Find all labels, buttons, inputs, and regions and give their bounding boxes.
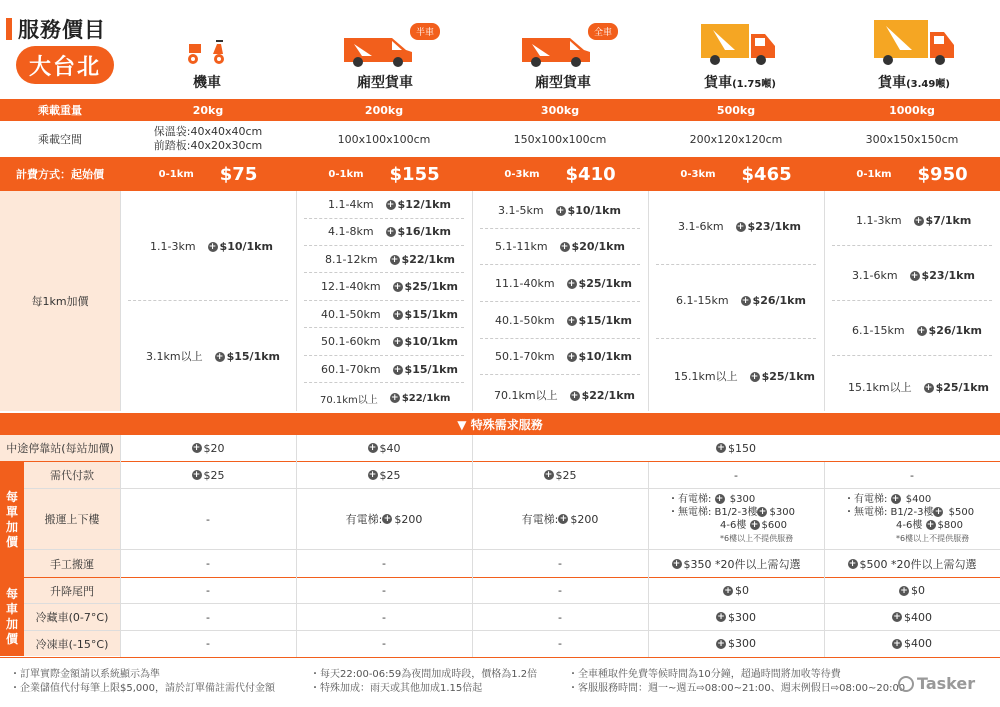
space-truck-349: 300x150x150cm: [865, 132, 959, 146]
footer-notes-3: ・全車種取件免費等候時間為10分鐘，超過時間將加收等待費 ・客服服務時間：週一~週五⇨08:00~21:00、週末例假日⇨08:00~20:00: [568, 669, 906, 694]
tasker-logo-icon: [898, 676, 914, 692]
tier-truck-175: 3.1-6km + $23/1km: [678, 220, 801, 233]
cod-truck-175: -: [734, 468, 738, 482]
footer-notes-1: ・訂單實際金額請以系統顯示為準 ・企業儲值代付每筆上限$5,000，請於訂單備註需代付金額: [10, 669, 275, 694]
space-scooter: [120, 121, 296, 157]
brand-logo: Tasker: [898, 674, 975, 693]
van-icon: [340, 30, 416, 71]
tier-truck-175: 6.1-15km + $26/1km: [676, 294, 806, 307]
title-accent-bar: [6, 18, 12, 40]
tier-van-full: 5.1-11km + $20/1km: [495, 240, 625, 253]
lift-truck-175: + $0: [724, 584, 749, 597]
load-van-full: 300kg: [540, 103, 580, 117]
vehicle-name-truck-349: 貨車(3.49噸): [878, 75, 950, 91]
hand-truck-175: + $350 *20件以上需勾選: [672, 557, 801, 571]
tier-van-half: 12.1-40km + $25/1km: [321, 280, 458, 293]
special-services-banner: ▼ 特殊需求服務: [0, 413, 1000, 435]
cod-van-full: + $25: [544, 468, 577, 482]
carry-label: 搬運上下樓: [44, 513, 100, 526]
frozen-truck-175: + $300: [717, 637, 756, 650]
carry-van-full: 有電梯: + $200: [521, 512, 599, 526]
carry-truck-175: ・有電梯: + $300 ・無電梯: B1/2-3樓+ $300 4-6樓 + $600 *6樓以上不提供服務: [668, 494, 795, 543]
start-price-van-full: 0-3km $410: [504, 163, 616, 185]
tier-truck-349: 1.1-3km + $7/1km: [856, 214, 972, 227]
cold-scooter: -: [206, 610, 210, 624]
vehicle-name-truck-175: 貨車(1.75噸): [704, 75, 776, 91]
tier-truck-349: 6.1-15km + $26/1km: [852, 324, 982, 337]
load-scooter: 20kg: [192, 103, 224, 117]
frozen-van-full: -: [558, 637, 562, 650]
tier-van-half: 1.1-4km + $12/1km: [328, 198, 451, 211]
tier-truck-349: 15.1km以上 + $25/1km: [848, 380, 989, 394]
footer-notes-2: ・每天22:00-06:59為夜間加成時段，價格為1.2倍 ・特殊加成：雨天或其他加成1.15倍起: [310, 669, 538, 694]
pricing-label: 計費方式：起始價: [16, 168, 104, 181]
vehicle-name-van-half: 廂型貨車: [357, 75, 413, 91]
load-truck-349: 1000kg: [889, 103, 935, 117]
hand-van-half: -: [382, 557, 386, 570]
stopover-others: + $150: [717, 441, 756, 455]
page-title: 服務價目: [18, 18, 106, 42]
space-scooter-footrest: 前踏板:40x20x30cm: [153, 139, 263, 152]
lift-truck-349: + $0: [900, 584, 925, 597]
cold-truck-349: + $400: [893, 610, 932, 624]
hand-scooter: -: [206, 557, 210, 570]
start-price-van-half: 0-1km $155: [328, 163, 440, 185]
load-truck-175: 500kg: [716, 103, 756, 117]
cod-scooter: + $25: [192, 468, 225, 482]
cold-van-half: -: [382, 610, 386, 624]
stopover-scooter: + $20: [192, 441, 225, 455]
truck-icon: [872, 18, 958, 71]
frozen-truck-349: + $400: [893, 637, 932, 650]
carry-van-half: 有電梯: + $200: [345, 512, 423, 526]
tier-van-half: 8.1-12km + $22/1km: [325, 253, 455, 266]
tier-van-half: 60.1-70km + $15/1km: [321, 363, 458, 376]
hand-label: 手工搬運: [50, 557, 94, 571]
tier-truck-349: 3.1-6km + $23/1km: [852, 269, 975, 282]
lift-van-half: -: [382, 584, 386, 597]
per-order-side-label: 每單加價: [0, 462, 24, 578]
scooter-icon: [183, 36, 229, 69]
truck-icon: [697, 22, 779, 71]
hand-van-full: -: [558, 557, 562, 570]
space-truck-175: 200x120x120cm: [689, 132, 783, 146]
lift-label: 升降尾門: [50, 584, 94, 598]
city-badge: 大台北: [16, 46, 114, 84]
cod-label: 需代付款: [50, 469, 94, 482]
vehicle-name-scooter: 機車: [193, 75, 221, 91]
per-car-side-label: 每車加價: [0, 578, 24, 656]
tier-van-full: 40.1-50km + $15/1km: [495, 314, 632, 327]
space-scooter-bag: 保溫袋:40x40x40cm: [153, 125, 263, 138]
space-van-half: 100x100x100cm: [337, 132, 431, 146]
load-van-half: 200kg: [364, 103, 404, 117]
tier-van-half: 70.1km以上 + $22/1km: [320, 393, 451, 406]
tier-van-half: 4.1-8km + $16/1km: [328, 225, 451, 238]
start-price-truck-175: 0-3km $465: [680, 163, 792, 185]
tier-truck-175: 15.1km以上 + $25/1km: [674, 369, 815, 383]
lift-scooter: -: [206, 584, 210, 597]
tier-van-full: 70.1km以上 + $22/1km: [494, 388, 635, 402]
tier-van-full: 50.1-70km + $10/1km: [495, 350, 632, 363]
cold-truck-175: + $300: [717, 610, 756, 624]
tier-scooter: 3.1km以上 + $15/1km: [146, 349, 281, 363]
vehicle-tag-half: 半車: [410, 23, 440, 40]
cold-label: 冷藏車(0-7°C): [35, 611, 109, 624]
start-price-truck-349: 0-1km $950: [856, 163, 968, 185]
cod-truck-349: -: [910, 468, 914, 482]
cold-van-full: -: [558, 610, 562, 624]
tier-van-full: 11.1-40km + $25/1km: [495, 277, 632, 290]
cod-van-half: + $25: [368, 468, 401, 482]
tier-van-half: 40.1-50km + $15/1km: [321, 308, 458, 321]
carry-truck-349: ・有電梯: + $400 ・無電梯: B1/2-3樓+ $500 4-6樓 + $800 *6樓以上不提供服務: [844, 494, 975, 543]
space-van-full: 150x100x100cm: [513, 132, 607, 146]
perkm-label: 每1km加價: [31, 295, 89, 308]
stopover-van-half: + $40: [368, 441, 401, 455]
start-price-scooter: 0-1km $75: [158, 163, 258, 185]
frozen-van-half: -: [382, 637, 386, 650]
tier-van-half: 50.1-60km + $10/1km: [321, 335, 458, 348]
space-label: 乘載空間: [38, 133, 82, 146]
tier-scooter: 1.1-3km + $10/1km: [150, 240, 273, 253]
vehicle-tag-full: 全車: [588, 23, 618, 40]
lift-van-full: -: [558, 584, 562, 597]
vehicle-name-van-full: 廂型貨車: [535, 75, 591, 91]
frozen-label: 冷凍車(-15°C): [35, 637, 109, 651]
load-label: 乘載重量: [38, 104, 82, 117]
van-icon: [518, 30, 594, 71]
carry-scooter: -: [206, 512, 210, 526]
tier-van-full: 3.1-5km + $10/1km: [498, 204, 621, 217]
hand-truck-349: + $500 *20件以上需勾選: [848, 557, 977, 571]
stopover-label: 中途停靠站(每站加價): [6, 442, 114, 455]
frozen-scooter: -: [206, 637, 210, 650]
